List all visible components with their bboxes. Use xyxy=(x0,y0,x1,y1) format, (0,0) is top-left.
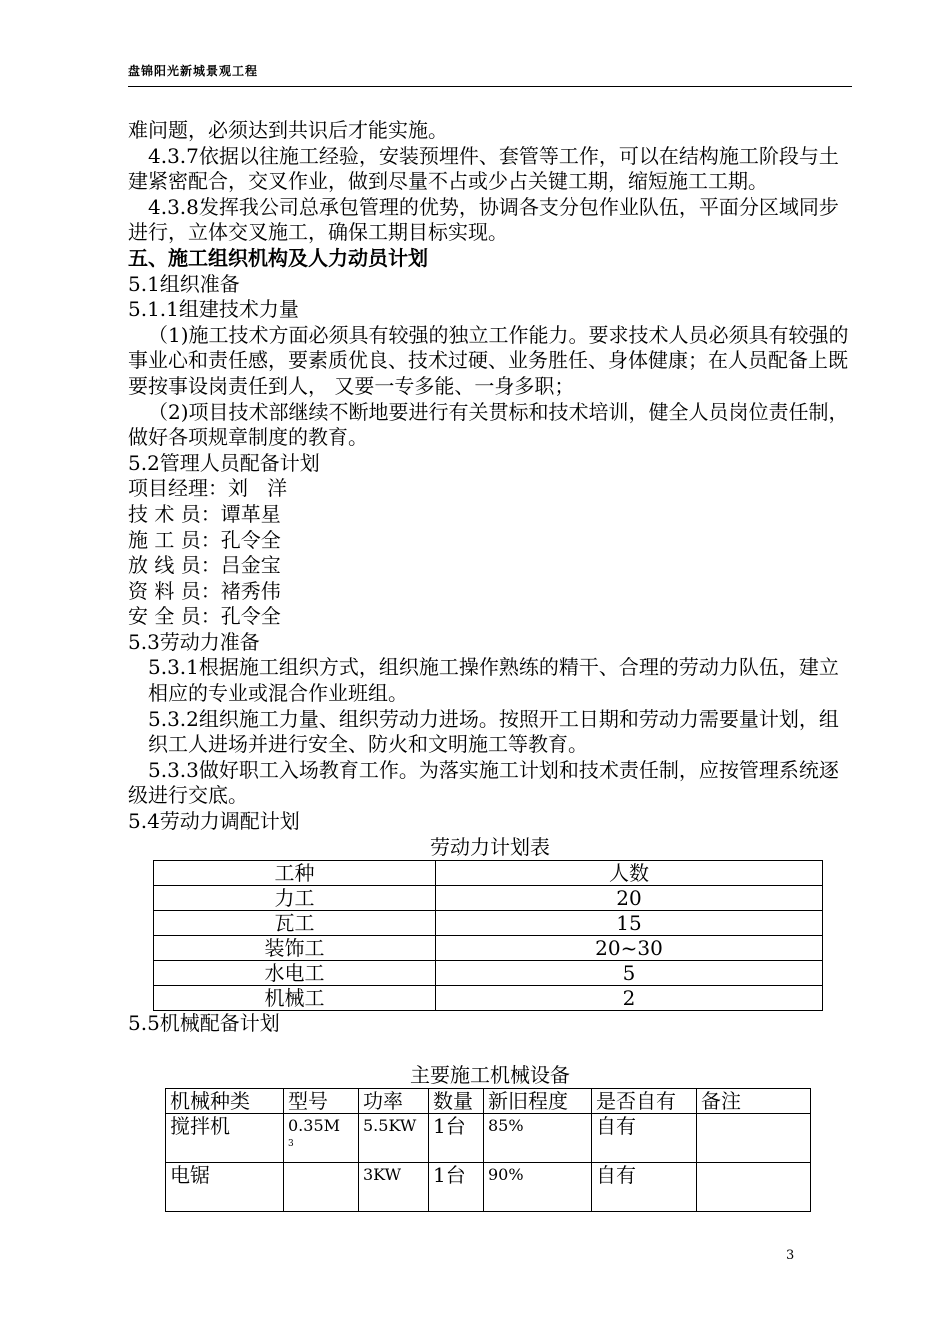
header-cell: 是否自有 xyxy=(592,1089,697,1114)
paragraph: 5.3.1根据施工组织方式，组织施工操作熟练的精干、合理的劳动力队伍，建立相应的专业或混合作业班组。 xyxy=(148,655,839,706)
paragraph: 难问题，必须达到共识后才能实施。 xyxy=(128,118,448,142)
spacer xyxy=(128,1037,852,1063)
table-cell: 装饰工 xyxy=(154,936,436,961)
header-cell: 型号 xyxy=(284,1089,359,1114)
staff-item: 安 全 员：孔令全 xyxy=(128,604,281,629)
table-cell: 20 xyxy=(436,886,823,911)
labor-table xyxy=(153,860,823,1011)
staff-item: 项目经理：刘 洋 xyxy=(128,476,288,501)
table-cell: 瓦工 xyxy=(154,911,436,936)
table-cell: 1台 xyxy=(429,1114,484,1163)
table-header-row xyxy=(154,861,823,886)
subsection-heading: 5.1.1组建技术力量 xyxy=(128,297,299,322)
subsection-heading: 5.4劳动力调配计划 xyxy=(128,809,300,834)
header-cell: 新旧程度 xyxy=(484,1089,592,1114)
table-cell: 5 xyxy=(436,961,823,986)
staff-item: 技 术 员：谭革星 xyxy=(128,501,281,526)
paragraph: 4.3.8发挥我公司总承包管理的优势，协调各支分包作业队伍，平面分区域同步进行，立体交叉施工，确保工期目标实现。 xyxy=(128,194,839,245)
table-cell xyxy=(697,1163,811,1212)
table-row xyxy=(166,1163,811,1212)
page-header-title: 盘锦阳光新城景观工程 xyxy=(128,64,259,78)
table-cell: 水电工 xyxy=(154,961,436,986)
subsection-heading: 5.3劳动力准备 xyxy=(128,629,260,654)
labor-table-title: 劳动力计划表 xyxy=(430,834,550,859)
header-cell: 工种 xyxy=(154,861,436,886)
header-divider xyxy=(128,86,852,87)
table-row xyxy=(154,961,823,986)
table-cell: 力工 xyxy=(154,886,436,911)
table-row xyxy=(154,936,823,961)
header-cell: 机械种类 xyxy=(166,1089,284,1114)
paragraph: （1)施工技术方面必须具有较强的独立工作能力。要求技术人员必须具有较强的事业心和责任感，要素质优良、技术过硬、业务胜任、身体健康；在人员配备上既要按事设岗责任到人， 又要一专多能、一身多职； xyxy=(128,322,849,398)
header-cell: 数量 xyxy=(429,1089,484,1114)
header-cell: 功率 xyxy=(359,1089,429,1114)
staff-item: 施 工 员：孔令全 xyxy=(128,527,281,552)
paragraph: （2)项目技术部继续不断地要进行有关贯标和技术培训，健全人员岗位责任制，做好各项规章制度的教育。 xyxy=(128,399,849,450)
model-cell xyxy=(284,1114,359,1163)
table-cell: 90% xyxy=(484,1163,592,1212)
header-cell: 备注 xyxy=(697,1089,811,1114)
section-heading: 五、施工组织机构及人力动员计划 xyxy=(128,245,428,270)
table-cell: 3KW xyxy=(359,1163,429,1212)
table-cell: 自有 xyxy=(592,1114,697,1163)
table-cell: 1台 xyxy=(429,1163,484,1212)
paragraph: 4.3.7依据以往施工经验，安装预埋件、套管等工作，可以在结构施工阶段与土建紧密配合，交叉作业，做到尽量不占或少占关键工期，缩短施工工期。 xyxy=(128,143,839,194)
table-row xyxy=(154,986,823,1011)
document-body xyxy=(128,118,852,1212)
machine-table-title: 主要施工机械设备 xyxy=(410,1062,570,1087)
table-header-row xyxy=(166,1089,811,1114)
subsection-heading: 5.5机械配备计划 xyxy=(128,1011,280,1036)
table-cell: 15 xyxy=(436,911,823,936)
table-row xyxy=(166,1114,811,1163)
staff-item: 资 料 员：褚秀伟 xyxy=(128,578,281,603)
table-cell: 电锯 xyxy=(166,1163,284,1212)
table-cell xyxy=(697,1114,811,1163)
table-cell: 搅拌机 xyxy=(166,1114,284,1163)
model-superscript: 3 xyxy=(288,1139,294,1150)
staff-item: 放 线 员：吕金宝 xyxy=(128,553,281,578)
machine-table xyxy=(165,1088,811,1212)
table-cell xyxy=(284,1163,359,1212)
table-cell: 85% xyxy=(484,1114,592,1163)
subsection-heading: 5.1组织准备 xyxy=(128,271,240,296)
table-cell: 2 xyxy=(436,986,823,1011)
table-cell: 机械工 xyxy=(154,986,436,1011)
table-row xyxy=(154,911,823,936)
paragraph: 5.3.2组织施工力量、组织劳动力进场。按照开工日期和劳动力需要量计划，组织工人进场并进行安全、防火和文明施工等教育。 xyxy=(148,706,839,757)
subsection-heading: 5.2管理人员配备计划 xyxy=(128,450,320,475)
page-number: 3 xyxy=(786,1248,795,1263)
table-row xyxy=(154,886,823,911)
table-cell: 5.5KW xyxy=(359,1114,429,1163)
table-cell: 20~30 xyxy=(436,936,823,961)
paragraph: 5.3.3做好职工入场教育工作。为落实施工计划和技术责任制，应按管理系统逐级进行交底。 xyxy=(128,757,839,808)
table-cell: 自有 xyxy=(592,1163,697,1212)
model-value: 0.35M xyxy=(288,1116,341,1136)
header-cell: 人数 xyxy=(436,861,823,886)
